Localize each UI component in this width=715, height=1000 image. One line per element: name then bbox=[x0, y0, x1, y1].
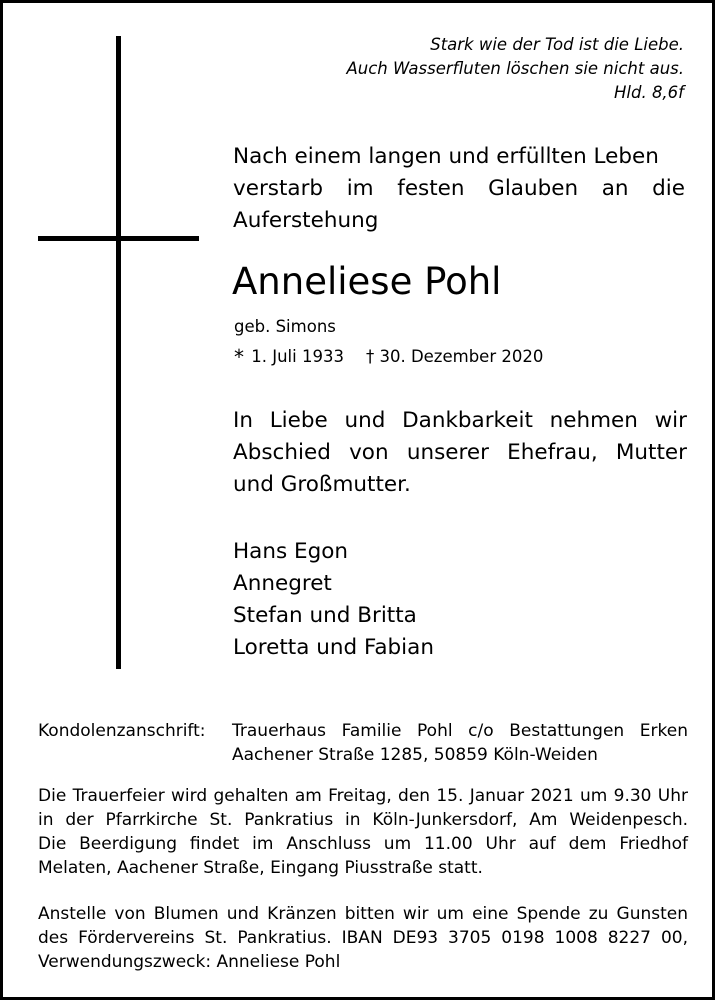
mourners-list bbox=[233, 536, 434, 664]
donation-request bbox=[38, 902, 688, 974]
maiden-name: geb. Simons bbox=[234, 317, 336, 336]
mourner-name: Loretta und Fabian bbox=[233, 635, 434, 660]
bible-verse-epigraph bbox=[264, 33, 684, 105]
epigraph-line: Auch Wasserfluten löschen sie nicht aus. bbox=[346, 59, 684, 78]
condolence-label: Kondolenzanschrift: bbox=[38, 721, 206, 741]
deceased-name: Anneliese Pohl bbox=[232, 260, 502, 303]
tribute-line: Abschied von unserer Ehefrau, Mutter bbox=[233, 440, 687, 465]
epigraph-line: Stark wie der Tod ist die Liebe. bbox=[430, 35, 684, 54]
donation-line: des Fördervereins St. Pankratius. IBAN DE93 3705 0198 1008 8227 00, bbox=[38, 928, 688, 948]
mourner-name: Hans Egon bbox=[233, 539, 349, 564]
ceremony-line: Die Beerdigung findet im Anschluss um 11.00 Uhr auf dem Friedhof bbox=[38, 834, 688, 854]
cross-icon-horizontal-bar bbox=[38, 236, 199, 241]
birth-symbol: * bbox=[234, 345, 244, 369]
mourner-name: Stefan und Britta bbox=[233, 603, 417, 628]
death-date: 30. Dezember 2020 bbox=[379, 347, 544, 366]
mourner-name: Annegret bbox=[233, 571, 332, 596]
condolence-address bbox=[38, 719, 688, 767]
intro-line: Nach einem langen und erfüllten Leben bbox=[233, 144, 659, 169]
tribute-line: und Großmutter. bbox=[233, 472, 411, 497]
condolence-address-line: Aachener Straße 1285, 50859 Köln-Weiden bbox=[232, 745, 598, 765]
epigraph-reference: Hld. 8,6f bbox=[613, 83, 684, 102]
donation-line: Anstelle von Blumen und Kränzen bitten wir um eine Spende zu Gunsten bbox=[38, 904, 688, 924]
tribute-text bbox=[233, 405, 687, 501]
ceremony-line: in der Pfarrkirche St. Pankratius in Köln-Junkersdorf, Am Weidenpesch. bbox=[38, 810, 688, 830]
ceremony-line: Melaten, Aachener Straße, Eingang Piusstraße statt. bbox=[38, 858, 483, 878]
life-dates bbox=[234, 346, 543, 368]
donation-line: Verwendungszweck: Anneliese Pohl bbox=[38, 952, 341, 972]
ceremony-details bbox=[38, 784, 688, 880]
intro-line: Auferstehung bbox=[233, 208, 379, 233]
ceremony-line: Die Trauerfeier wird gehalten am Freitag, den 15. Januar 2021 um 9.30 Uhr bbox=[38, 786, 688, 806]
cross-icon-vertical-bar bbox=[116, 36, 121, 669]
intro-line: verstarb im festen Glauben an die bbox=[233, 176, 685, 201]
tribute-line: In Liebe und Dankbarkeit nehmen wir bbox=[233, 408, 687, 433]
condolence-address-line: Trauerhaus Familie Pohl c/o Bestattungen Erken bbox=[232, 721, 688, 741]
birth-date: 1. Juli 1933 bbox=[251, 347, 344, 366]
intro-text bbox=[233, 141, 685, 237]
death-symbol: † bbox=[365, 347, 375, 366]
